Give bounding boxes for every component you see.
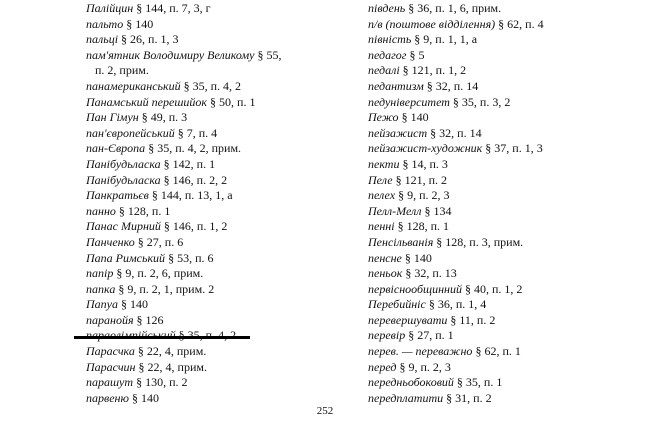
index-entry [368,141,608,157]
entry-headword: передплатити [368,390,444,405]
index-entry [368,251,608,267]
entry-headword: пеньок [368,266,403,281]
entry-reference: § 9, п. 2, 6, прим. [113,266,204,281]
entry-reference: § 37, п. 1, 3 [482,141,543,156]
entry-reference: § 7, п. 4 [174,125,218,140]
entry-reference: § 140 [128,390,159,405]
entry-headword: Панібудьласка [86,156,161,171]
entry-reference: § 11, п. 2 [447,312,496,327]
entry-reference: § 36, п. 1, 4 [425,297,487,312]
index-entry [368,63,608,79]
entry-headword: паранойя [86,312,134,327]
entry-headword: перев. — переважно [368,344,473,359]
entry-headword: пан-Європа [86,141,146,156]
index-entry [368,328,608,344]
index-entry [86,126,326,142]
entry-reference: § 140 [398,110,429,125]
index-entry [86,297,326,313]
entry-reference: § 35, п. 3, 2 [449,94,511,109]
entry-headword: Парасчка [86,344,135,359]
entry-headword: Пан Гімун [86,110,139,125]
entry-reference: § 134 [421,203,452,218]
entry-headword: пейзажист [368,125,428,140]
page-number: 252 [316,405,334,417]
index-entry [86,219,326,235]
entry-headword: Перебийніс [368,297,426,312]
index-entry [368,360,608,376]
entry-reference: § 50, п. 1 [207,94,256,109]
index-entry [368,110,608,126]
entry-headword: Папуа [86,297,118,312]
entry-headword: перед [368,359,397,374]
entry-headword: Панамський перешийок [86,94,208,109]
entry-reference: § 144, п. 13, 1, а [148,188,233,203]
entry-reference: § 9, п. 2, 3 [395,188,450,203]
index-entry [368,282,608,298]
entry-reference: § 5 [406,47,425,62]
entry-headword: Панкратьєв [86,188,149,203]
index-entry [368,375,608,391]
index-entry [86,32,326,48]
entry-reference: § 126 [133,312,164,327]
index-entry [86,344,326,360]
entry-headword: пам'ятник Володимиру Великому [86,47,255,62]
entry-headword: Панас Мирний [86,219,161,234]
index-entry [368,126,608,142]
entry-reference: § 62, п. 1 [472,344,521,359]
entry-reference: § 144, п. 7, 3, г [133,1,211,15]
entry-headword: педагог [368,47,407,62]
entry-reference: § 142, п. 1 [160,156,216,171]
index-entry [86,48,326,64]
index-entry [368,95,608,111]
entry-headword: південь [368,1,406,15]
entry-reference: § 27, п. 6 [134,234,184,249]
index-entry [368,266,608,282]
entry-reference: § 130, п. 2 [133,375,188,390]
index-entry [368,1,608,17]
index-entry [86,251,326,267]
underline-mark [74,336,250,339]
index-entry [368,48,608,64]
index-entry [368,297,608,313]
entry-headword: педантизм [368,78,424,93]
entry-headword: парвеню [86,390,129,405]
entry-reference: § 35, п. 4, 2, прим. [145,141,242,156]
entry-reference: § 32, п. 14 [427,125,482,140]
index-entry [368,188,608,204]
entry-reference: § 128, п. 1 [115,203,171,218]
index-entry [368,235,608,251]
entry-reference: § 32, п. 13 [402,266,457,281]
index-entry [86,360,326,376]
entry-headword: п/в (поштове відділення) [368,16,496,31]
entry-reference: § 31, п. 2 [443,390,492,405]
index-column-left [86,1,326,406]
entry-reference: § 26, п. 1, 3 [118,32,179,47]
index-entry [86,157,326,173]
entry-headword: Пежо [368,110,399,125]
index-entry [86,282,326,298]
entry-reference: § 9, п. 2, 1, прим. 2 [115,281,215,296]
entry-reference: § 49, п. 3 [138,110,188,125]
entry-reference: § 128, п. 1 [394,219,449,234]
index-entry [368,344,608,360]
entry-reference: § 140 [118,297,148,312]
entry-reference: § 35, п. 1 [453,375,503,390]
index-entry [368,204,608,220]
entry-headword: пальто [86,16,124,31]
index-entry [86,188,326,204]
entry-headword: папір [86,266,114,281]
entry-headword: панамериканський [86,78,181,93]
entry-headword: педалі [368,63,400,78]
index-entry [368,79,608,95]
entry-reference: п. 2, прим. [95,63,149,78]
entry-headword: півність [368,32,412,47]
entry-headword: пенні [368,219,395,234]
entry-reference: § 140 [123,16,154,31]
entry-headword: передньобоковий [368,375,454,390]
entry-headword: пекти [368,156,400,171]
index-entry [86,63,326,79]
entry-headword: Папа Римський [86,250,166,265]
index-entry [86,266,326,282]
entry-reference: § 53, п. 6 [165,250,214,265]
entry-reference: § 22, 4, прим. [135,359,207,374]
entry-reference: § 140 [401,250,432,265]
entry-headword: перевершувати [368,312,448,327]
entry-headword: панно [86,203,116,218]
entry-headword: Пеле [368,172,393,187]
entry-reference: § 128, п. 3, прим. [433,234,524,249]
entry-headword: пан'європейський [86,125,175,140]
entry-reference: § 55, [254,47,282,62]
entry-reference: § 22, 4, прим. [134,344,207,359]
index-entry [368,157,608,173]
index-entry [86,313,326,329]
index-entry [86,141,326,157]
entry-headword: Пелл-Мелл [368,203,422,218]
entry-headword: пальці [86,32,119,47]
entry-headword: Палійцин [86,1,134,15]
entry-headword: парашут [86,375,134,390]
entry-reference: § 36, п. 1, 6, прим. [405,1,502,15]
index-entry [368,17,608,33]
entry-reference: § 121, п. 1, 2 [399,63,467,78]
entry-reference: § 9, п. 1, 1, а [411,32,478,47]
index-entry [86,95,326,111]
entry-reference: § 62, п. 4 [495,16,544,31]
index-entry [86,173,326,189]
entry-reference: § 35, п. 4, 2 [180,78,242,93]
entry-reference: § 121, п. 2 [392,172,447,187]
index-entry [86,1,326,17]
entry-reference: § 146, п. 1, 2 [160,219,228,234]
index-entry [368,32,608,48]
index-entry [86,375,326,391]
index-entry [86,110,326,126]
entry-headword: первіснообщинний [368,281,462,296]
index-entry [86,17,326,33]
entry-headword: Пенсільванія [368,234,434,249]
entry-headword: перевір [368,328,406,343]
index-entry [86,79,326,95]
entry-headword: Панібудьласка [86,172,161,187]
entry-headword: Парасчин [86,359,136,374]
entry-headword: педуніверситет [368,94,450,109]
index-entry [368,219,608,235]
entry-reference: § 146, п. 2, 2 [160,172,228,187]
index-entry [368,173,608,189]
entry-headword: пейзажист-художник [368,141,483,156]
index-entry [86,235,326,251]
index-entry [86,204,326,220]
entry-reference: § 32, п. 14 [423,78,479,93]
index-entry [368,313,608,329]
entry-reference: § 40, п. 1, 2 [462,281,523,296]
entry-reference: § 9, п. 2, 3 [396,359,451,374]
entry-reference: § 27, п. 1 [405,328,454,343]
entry-headword: папка [86,281,116,296]
index-column-right [368,1,608,406]
entry-reference: § 14, п. 3 [399,156,448,171]
entry-headword: Панченко [86,234,135,249]
entry-headword: пелех [368,188,396,203]
entry-headword: пенсне [368,250,402,265]
